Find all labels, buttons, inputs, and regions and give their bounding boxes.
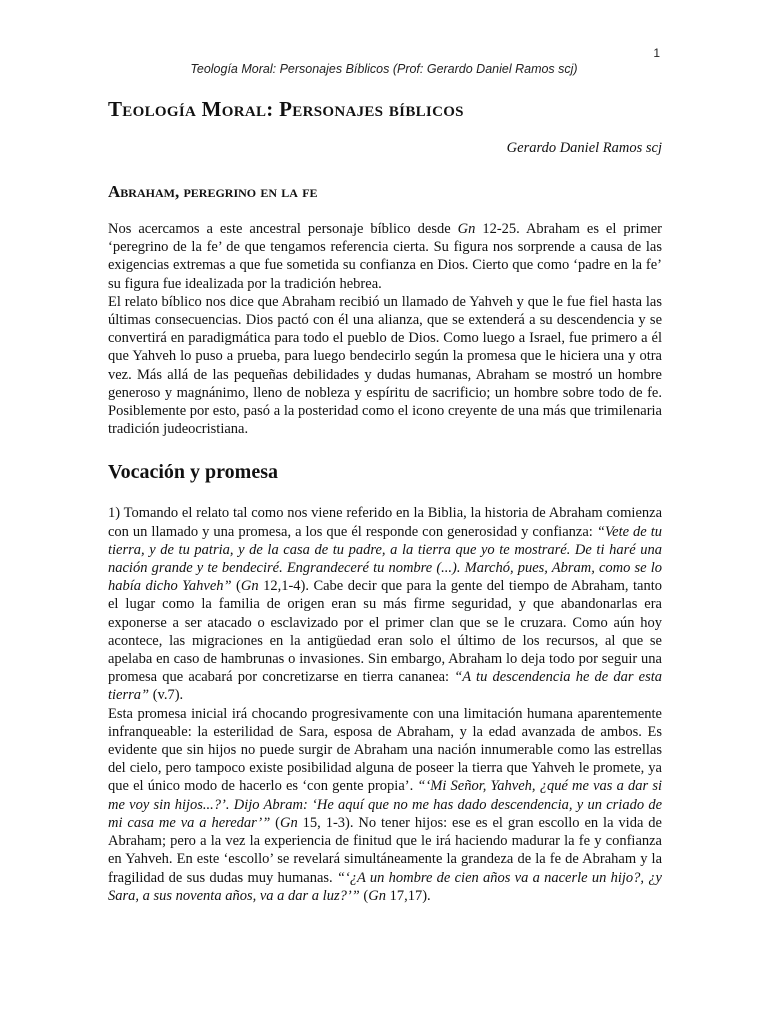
text-run: Esta promesa inicial irá chocando progresivamente con una limitación humana aparentemente infranqueable: la esterilidad de Sara, esposa de Abraham, y la edad avanzada de ambos. Es evidente que sin hijos no puede surgir de Abraham una nación innumerable como las estrellas del cielo, pero tampoco existe posibilidad alguna de poseer la tierra que Yahveh le promete, ya que el único modo de hacerlo es ‘con gente propia’.	[108, 705, 662, 795]
book-ref: Gn	[240, 578, 259, 595]
text-run: (	[270, 814, 281, 831]
section-title-vocacion: Vocación y promesa	[108, 461, 278, 484]
text-run: 12-25. Abraham es el primer ‘peregrino de la fe’ de que tengamos referencia cierta. Su figura nos sorprende a causa de las exigencias extremas a que fue sometida su confianza en Dios. Cierto que como ‘padre en la fe’ su figura fue idealizada por la tradición hebrea.	[108, 221, 663, 292]
text-run: (v.7).	[149, 687, 184, 704]
bible-quote: “‘¿A un hombre de cien años va a nacerle un hijo?, ¿y Sara, a sus noventa años, va a dar a luz?’”	[108, 869, 662, 904]
bible-quote: “‘Mi Señor, Yahveh, ¿qué me vas a dar si me voy sin hijos...?’. Dijo Abram: ‘He aquí que no me has dado descendencia, y un criado de mi casa me va a heredar’”	[108, 778, 662, 831]
book-ref: Gn	[280, 814, 298, 831]
paragraph-llamado	[108, 504, 662, 704]
text-run: 1) Tomando el relato tal como nos viene referido en la Biblia, la historia de Abraham comienza con un llamado y una promesa, a los que él responde con generosidad y confianza:	[108, 505, 662, 540]
paragraph-esterilidad	[108, 705, 662, 905]
document-body	[108, 92, 662, 905]
running-header: Teología Moral: Personajes Bíblicos (Prof: Gerardo Daniel Ramos scj)	[190, 62, 578, 76]
section-title-abraham: Abraham, peregrino en la fe	[108, 182, 318, 201]
paragraph-relato: El relato bíblico nos dice que Abraham recibió un llamado de Yahveh y que le fue fiel hasta las últimas consecuencias. Dios pactó con él una alianza, que se extenderá a su descendencia y se convertirá en paradigmática para todo el pueblo de Dios. Como luego a Israel, fue primero a él que Yahveh lo puso a prueba, para luego bendecirlo según la promesa que le hiciera una y otra vez. Más allá de las pequeñas debilidades y dudas humanas, Abraham se mostró un hombre generoso y magnánimo, lleno de nobleza y espíritu de sacrificio; un hombre sobre todo de fe. Posiblemente por esto, pasó a la posteridad como el icono creyente de una más que trimilenaria tradición judeocristiana.	[108, 293, 662, 438]
author-line: Gerardo Daniel Ramos scj	[506, 140, 662, 156]
book-ref: Gn	[368, 887, 386, 904]
text-run: (	[231, 578, 241, 595]
bible-quote: “Vete de tu tierra, y de tu patria, y de la casa de tu padre, a la tierra que yo te mostraré. De ti haré una nación grande y te bendeciré. Engrandeceré tu nombre (...). Marchó, pues, Abram, como se lo había dicho Yahveh”	[108, 523, 662, 595]
text-run: 12,1-4). Cabe decir que para la gente del tiempo de Abraham, tanto el lugar como la familia de origen eran su más firme seguridad, y que abandonarlas era exponerse a ser atacado o esclavizado por el primer clan que se le cruzara. Como aún hoy acontece, las migraciones en la antigüedad eran solo el último de los recursos, al que se apelaba en caso de hambrunas o invasiones. Sin embargo, Abraham lo deja todo por seguir una promesa que acabará por concretizarse en tierra cananea:	[108, 578, 662, 686]
text-run: Nos acercamos a este ancestral personaje bíblico desde	[108, 221, 458, 237]
text-run: 15, 1-3). No tener hijos: ese es el gran escollo en la vida de Abraham; pero a la vez la experiencia de finitud que le irá haciendo madurar la fe y confianza en Yahveh. En este ‘escollo’ se revelará simultáneamente la grandeza de la fe de Abraham y la fragilidad de sus dudas muy humanas.	[108, 814, 662, 886]
page-number: 1	[653, 46, 660, 60]
document-title: Teología Moral: Personajes bíblicos	[108, 97, 464, 121]
text-run: 17,17).	[385, 887, 431, 904]
book-ref: Gn	[457, 221, 476, 237]
paragraph-intro	[108, 220, 662, 293]
text-run: (	[359, 887, 369, 904]
bible-quote: “A tu descendencia he de dar esta tierra”	[108, 669, 662, 704]
